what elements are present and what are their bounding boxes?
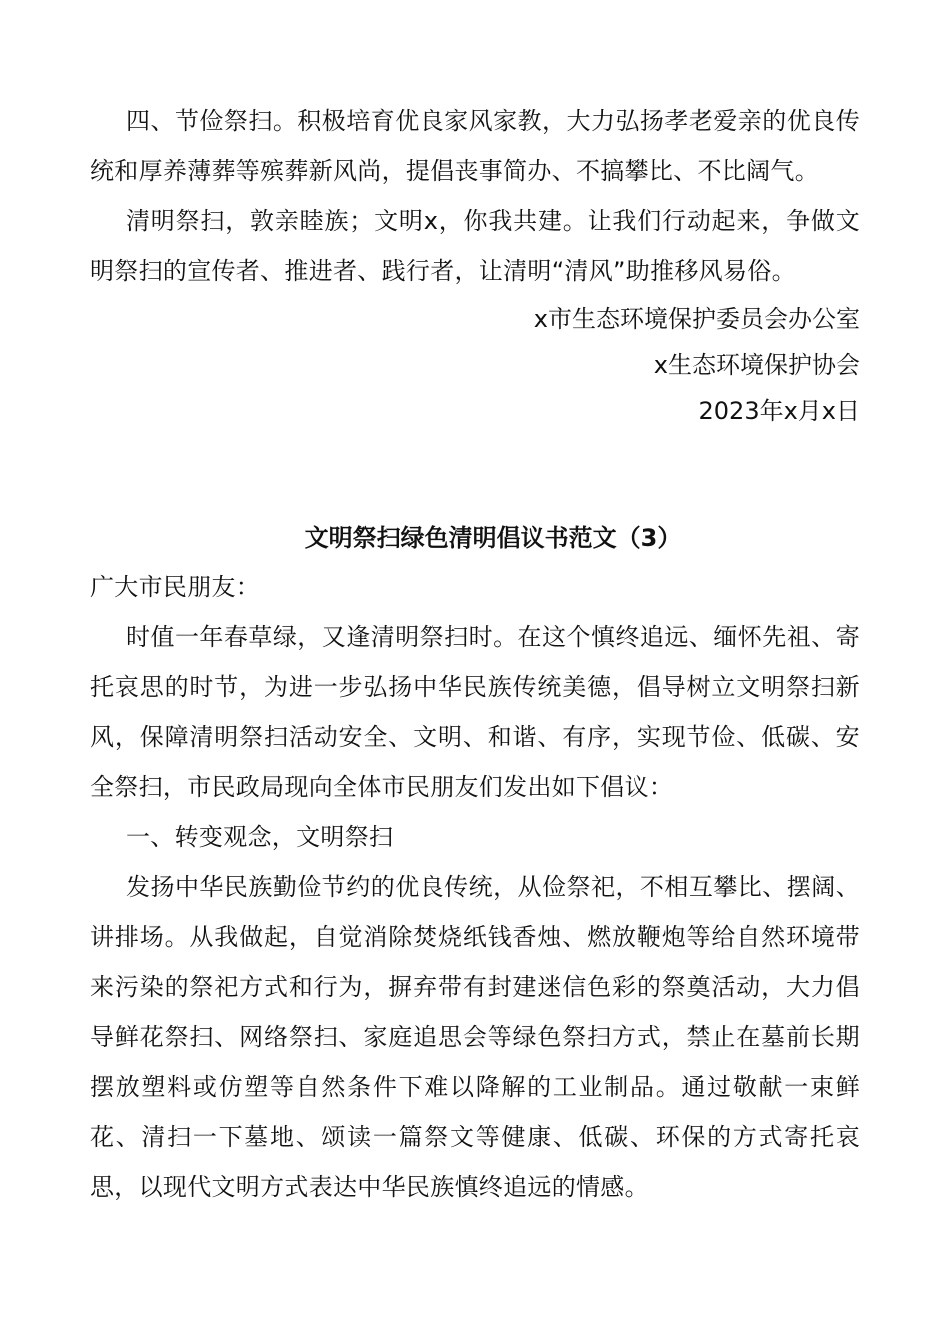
paragraph-section-one-body: 发扬中华民族勤俭节约的优良传统，从俭祭祀，不相互攀比、摆阔、讲排场。从我做起，自觉消除焚烧纸钱香烛、燃放鞭炮等给自然环境带来污染的祭祀方式和行为，摒弃带有封建迷信色彩的祭奠活动，大力倡导鲜花祭扫、网络祭扫、家庭追思会等绿色祭扫方式，禁止在墓前长期摆放塑料或仿塑等自然条件下难以降解的工业制品。通过敬献一束鲜花、清扫一下墓地、颂读一篇祭文等健康、低碳、环保的方式寄托哀思，以现代文明方式表达中华民族慎终追远的情感。	[90, 873, 860, 1201]
section-gap	[90, 434, 860, 514]
paragraph-frugal-sweeping: 四、节俭祭扫。积极培育优良家风家教，大力弘扬孝老爱亲的优良传统和厚养薄葬等殡葬新风尚，提倡丧事简办、不搞攀比、不比阔气。	[90, 107, 860, 185]
document-page	[90, 96, 860, 1212]
paragraph-intro: 时值一年春草绿，又逢清明祭扫时。在这个慎终追远、缅怀先祖、寄托哀思的时节，为进一步弘扬中华民族传统美德，倡导树立文明祭扫新风，保障清明祭扫活动安全、文明、和谐、有序，实现节俭、低碳、安全祭扫，市民政局现向全体市民朋友们发出如下倡议：	[90, 623, 860, 801]
signature-date: 2023年x月x日	[698, 397, 860, 425]
document-title: 文明祭扫绿色清明倡议书范文（3）	[304, 524, 682, 552]
heading-section-one: 一、转变观念，文明祭扫	[126, 823, 394, 851]
signature-org-association: x生态环境保护协会	[653, 351, 860, 379]
signature-block	[90, 296, 860, 434]
salutation: 广大市民朋友：	[90, 573, 261, 601]
signature-org-committee: x市生态环境保护委员会办公室	[533, 305, 860, 333]
paragraph-closing-call: 清明祭扫，敦亲睦族；文明x，你我共建。让我们行动起来，争做文明祭扫的宣传者、推进者、践行者，让清明“清风”助推移风易俗。	[90, 207, 860, 285]
